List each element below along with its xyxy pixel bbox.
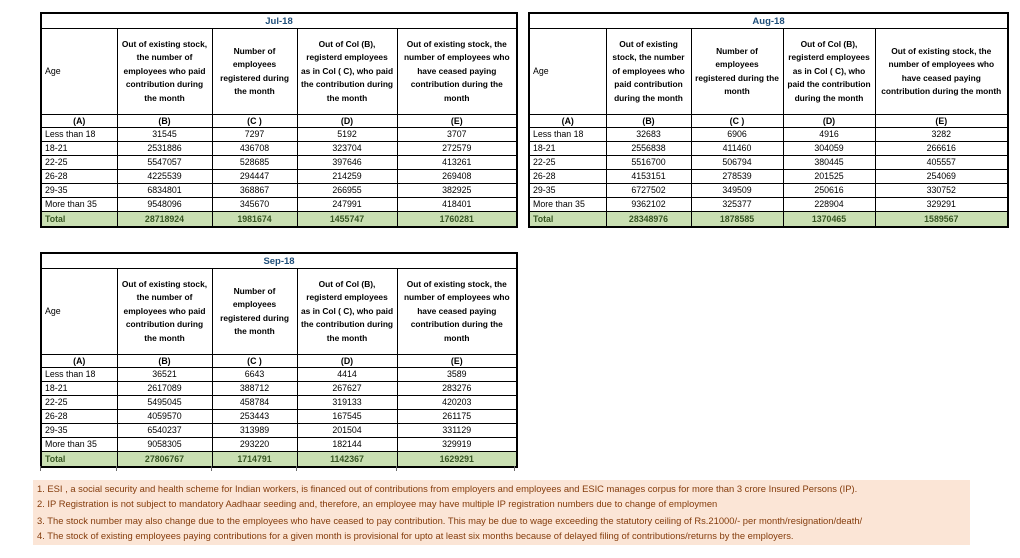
table-title-sep-18: Sep-18 xyxy=(41,253,517,269)
age-cell: 26-28 xyxy=(529,170,606,184)
total-value: 1589567 xyxy=(875,212,1008,228)
value-cell: 201525 xyxy=(783,170,875,184)
value-cell: 36521 xyxy=(117,368,212,382)
total-label: Total xyxy=(41,452,117,468)
table-jul-18 xyxy=(40,12,516,228)
value-cell: 5192 xyxy=(297,128,397,142)
value-cell: 266616 xyxy=(875,142,1008,156)
col-header-ceased-paying: Out of existing stock, the number of employees who have ceased paying contribution during the month xyxy=(875,29,1008,115)
table-sep-18 xyxy=(40,252,516,468)
total-value: 1629291 xyxy=(397,452,517,468)
col-header-age: Age xyxy=(529,29,606,115)
col-letter-c: (C ) xyxy=(212,115,297,128)
col-letter-d: (D) xyxy=(297,355,397,368)
value-cell: 382925 xyxy=(397,184,517,198)
column-letter-row xyxy=(41,115,517,128)
col-header-paid-contribution: Out of existing stock, the number of employees who paid contribution during the month xyxy=(117,29,212,115)
value-cell: 278539 xyxy=(691,170,783,184)
table-row xyxy=(529,184,1008,198)
table-row xyxy=(41,382,517,396)
value-cell: 272579 xyxy=(397,142,517,156)
col-letter-d: (D) xyxy=(783,115,875,128)
value-cell: 5495045 xyxy=(117,396,212,410)
age-cell: 22-25 xyxy=(529,156,606,170)
age-cell: Less than 18 xyxy=(41,128,117,142)
value-cell: 31545 xyxy=(117,128,212,142)
value-cell: 214259 xyxy=(297,170,397,184)
col-header-registered: Number of employees registered during the month xyxy=(212,29,297,115)
col-letter-a: (A) xyxy=(41,355,117,368)
header-row xyxy=(41,29,517,115)
total-value: 1455747 xyxy=(297,212,397,228)
value-cell: 6834801 xyxy=(117,184,212,198)
value-cell: 254069 xyxy=(875,170,1008,184)
age-cell: 29-35 xyxy=(41,184,117,198)
value-cell: 405557 xyxy=(875,156,1008,170)
value-cell: 331129 xyxy=(397,424,517,438)
table-row xyxy=(41,170,517,184)
total-row xyxy=(529,212,1008,228)
value-cell: 528685 xyxy=(212,156,297,170)
value-cell: 294447 xyxy=(212,170,297,184)
value-cell: 436708 xyxy=(212,142,297,156)
footnote-3: 3. The stock number may also change due to the employees who have ceased to pay contribution. This may be due to wage exceeding the statutory ceiling of Rs.21000/- per month/resignation/death/ xyxy=(37,515,863,526)
col-letter-b: (B) xyxy=(117,355,212,368)
total-value: 1981674 xyxy=(212,212,297,228)
col-letter-e: (E) xyxy=(397,355,517,368)
value-cell: 267627 xyxy=(297,382,397,396)
total-label: Total xyxy=(41,212,117,228)
col-letter-b: (B) xyxy=(606,115,691,128)
table-row xyxy=(41,142,517,156)
value-cell: 2531886 xyxy=(117,142,212,156)
age-cell: 18-21 xyxy=(41,382,117,396)
total-value: 1370465 xyxy=(783,212,875,228)
table-row xyxy=(41,424,517,438)
value-cell: 325377 xyxy=(691,198,783,212)
value-cell: 228904 xyxy=(783,198,875,212)
age-cell: 22-25 xyxy=(41,396,117,410)
age-cell: 22-25 xyxy=(41,156,117,170)
col-header-age: Age xyxy=(41,269,117,355)
total-value: 1142367 xyxy=(297,452,397,468)
age-cell: 18-21 xyxy=(529,142,606,156)
total-value: 27806767 xyxy=(117,452,212,468)
value-cell: 6906 xyxy=(691,128,783,142)
table-row xyxy=(41,156,517,170)
col-letter-d: (D) xyxy=(297,115,397,128)
value-cell: 201504 xyxy=(297,424,397,438)
value-cell: 420203 xyxy=(397,396,517,410)
value-cell: 4153151 xyxy=(606,170,691,184)
value-cell: 458784 xyxy=(212,396,297,410)
value-cell: 345670 xyxy=(212,198,297,212)
col-header-ceased-paying: Out of existing stock, the number of employees who have ceased paying contribution during the month xyxy=(397,269,517,355)
value-cell: 313989 xyxy=(212,424,297,438)
footnote-2: 2. IP Registration is not subject to mandatory Aadhaar seeding and, therefore, an employee may have multiple IP registration numbers due to change of employmen xyxy=(37,497,718,509)
table-row xyxy=(41,396,517,410)
value-cell: 9548096 xyxy=(117,198,212,212)
total-row xyxy=(41,452,517,468)
table-row xyxy=(41,410,517,424)
table-row xyxy=(41,128,517,142)
col-letter-a: (A) xyxy=(529,115,606,128)
total-value: 28348976 xyxy=(606,212,691,228)
value-cell: 411460 xyxy=(691,142,783,156)
value-cell: 323704 xyxy=(297,142,397,156)
value-cell: 349509 xyxy=(691,184,783,198)
col-header-age: Age xyxy=(41,29,117,115)
age-cell: More than 35 xyxy=(529,198,606,212)
col-header-paid-contribution: Out of existing stock, the number of employees who paid contribution during the month xyxy=(117,269,212,355)
col-header-registered: Number of employees registered during the month xyxy=(691,29,783,115)
value-cell: 5516700 xyxy=(606,156,691,170)
table-title-jul-18: Jul-18 xyxy=(41,13,517,29)
value-cell: 380445 xyxy=(783,156,875,170)
footnote-1: 1. ESI , a social security and health scheme for Indian workers, is financed out of contributions from employers and employees and ESIC manages corpus for more than 3 crore Insured Persons (IP). xyxy=(37,483,858,494)
value-cell: 388712 xyxy=(212,382,297,396)
age-cell: 26-28 xyxy=(41,170,117,184)
value-cell: 5547057 xyxy=(117,156,212,170)
col-letter-b: (B) xyxy=(117,115,212,128)
value-cell: 413261 xyxy=(397,156,517,170)
table-row xyxy=(41,198,517,212)
value-cell: 2617089 xyxy=(117,382,212,396)
age-cell: 18-21 xyxy=(41,142,117,156)
gridline-stubs xyxy=(40,466,516,471)
header-row xyxy=(41,269,517,355)
age-cell: 26-28 xyxy=(41,410,117,424)
footnote-4: 4. The stock of existing employees paying contributions for a given month is provisional for upto at least six months because of delayed filing of contributions/returns by the employers. xyxy=(37,529,794,541)
table-row xyxy=(41,184,517,198)
table-aug-18 xyxy=(528,12,1007,228)
total-value: 1760281 xyxy=(397,212,517,228)
value-cell: 4916 xyxy=(783,128,875,142)
age-cell: 29-35 xyxy=(529,184,606,198)
value-cell: 182144 xyxy=(297,438,397,452)
footnotes-block-2 xyxy=(33,512,970,545)
value-cell: 32683 xyxy=(606,128,691,142)
value-cell: 4225539 xyxy=(117,170,212,184)
col-header-registered: Number of employees registered during the month xyxy=(212,269,297,355)
table-title-aug-18: Aug-18 xyxy=(529,13,1008,29)
value-cell: 3589 xyxy=(397,368,517,382)
value-cell: 2556838 xyxy=(606,142,691,156)
col-letter-c: (C ) xyxy=(212,355,297,368)
value-cell: 6643 xyxy=(212,368,297,382)
value-cell: 6540237 xyxy=(117,424,212,438)
col-letter-e: (E) xyxy=(875,115,1008,128)
header-row xyxy=(529,29,1008,115)
total-value: 1878585 xyxy=(691,212,783,228)
value-cell: 167545 xyxy=(297,410,397,424)
col-letter-a: (A) xyxy=(41,115,117,128)
age-cell: 29-35 xyxy=(41,424,117,438)
value-cell: 269408 xyxy=(397,170,517,184)
table-row xyxy=(41,368,517,382)
col-letter-c: (C ) xyxy=(691,115,783,128)
value-cell: 368867 xyxy=(212,184,297,198)
col-header-registered-paid: Out of Col (B), registerd employees as in Col ( C), who paid the contribution during the month xyxy=(783,29,875,115)
value-cell: 329291 xyxy=(875,198,1008,212)
total-value: 1714791 xyxy=(212,452,297,468)
value-cell: 293220 xyxy=(212,438,297,452)
column-letter-row xyxy=(529,115,1008,128)
value-cell: 506794 xyxy=(691,156,783,170)
total-value: 28718924 xyxy=(117,212,212,228)
value-cell: 330752 xyxy=(875,184,1008,198)
value-cell: 329919 xyxy=(397,438,517,452)
value-cell: 253443 xyxy=(212,410,297,424)
col-header-ceased-paying: Out of existing stock, the number of employees who have ceased paying contribution during the month xyxy=(397,29,517,115)
value-cell: 6727502 xyxy=(606,184,691,198)
table-row xyxy=(529,128,1008,142)
table-row xyxy=(529,198,1008,212)
value-cell: 261175 xyxy=(397,410,517,424)
value-cell: 319133 xyxy=(297,396,397,410)
total-label: Total xyxy=(529,212,606,228)
age-cell: More than 35 xyxy=(41,198,117,212)
value-cell: 418401 xyxy=(397,198,517,212)
value-cell: 250616 xyxy=(783,184,875,198)
table-row xyxy=(529,156,1008,170)
value-cell: 3282 xyxy=(875,128,1008,142)
col-letter-e: (E) xyxy=(397,115,517,128)
value-cell: 397646 xyxy=(297,156,397,170)
age-cell: More than 35 xyxy=(41,438,117,452)
col-header-paid-contribution: Out of existing stock, the number of employees who paid contribution during the month xyxy=(606,29,691,115)
age-cell: Less than 18 xyxy=(41,368,117,382)
age-cell: Less than 18 xyxy=(529,128,606,142)
col-header-registered-paid: Out of Col (B), registerd employees as in Col ( C), who paid the contribution during the month xyxy=(297,29,397,115)
value-cell: 304059 xyxy=(783,142,875,156)
col-header-registered-paid: Out of Col (B), registerd employees as in Col ( C), who paid the contribution during the month xyxy=(297,269,397,355)
table-row xyxy=(41,438,517,452)
footnotes-block-1 xyxy=(33,480,970,513)
value-cell: 4414 xyxy=(297,368,397,382)
value-cell: 9362102 xyxy=(606,198,691,212)
total-row xyxy=(41,212,517,228)
value-cell: 9058305 xyxy=(117,438,212,452)
value-cell: 283276 xyxy=(397,382,517,396)
value-cell: 7297 xyxy=(212,128,297,142)
table-row xyxy=(529,142,1008,156)
value-cell: 266955 xyxy=(297,184,397,198)
table-row xyxy=(529,170,1008,184)
value-cell: 247991 xyxy=(297,198,397,212)
column-letter-row xyxy=(41,355,517,368)
value-cell: 4059570 xyxy=(117,410,212,424)
value-cell: 3707 xyxy=(397,128,517,142)
